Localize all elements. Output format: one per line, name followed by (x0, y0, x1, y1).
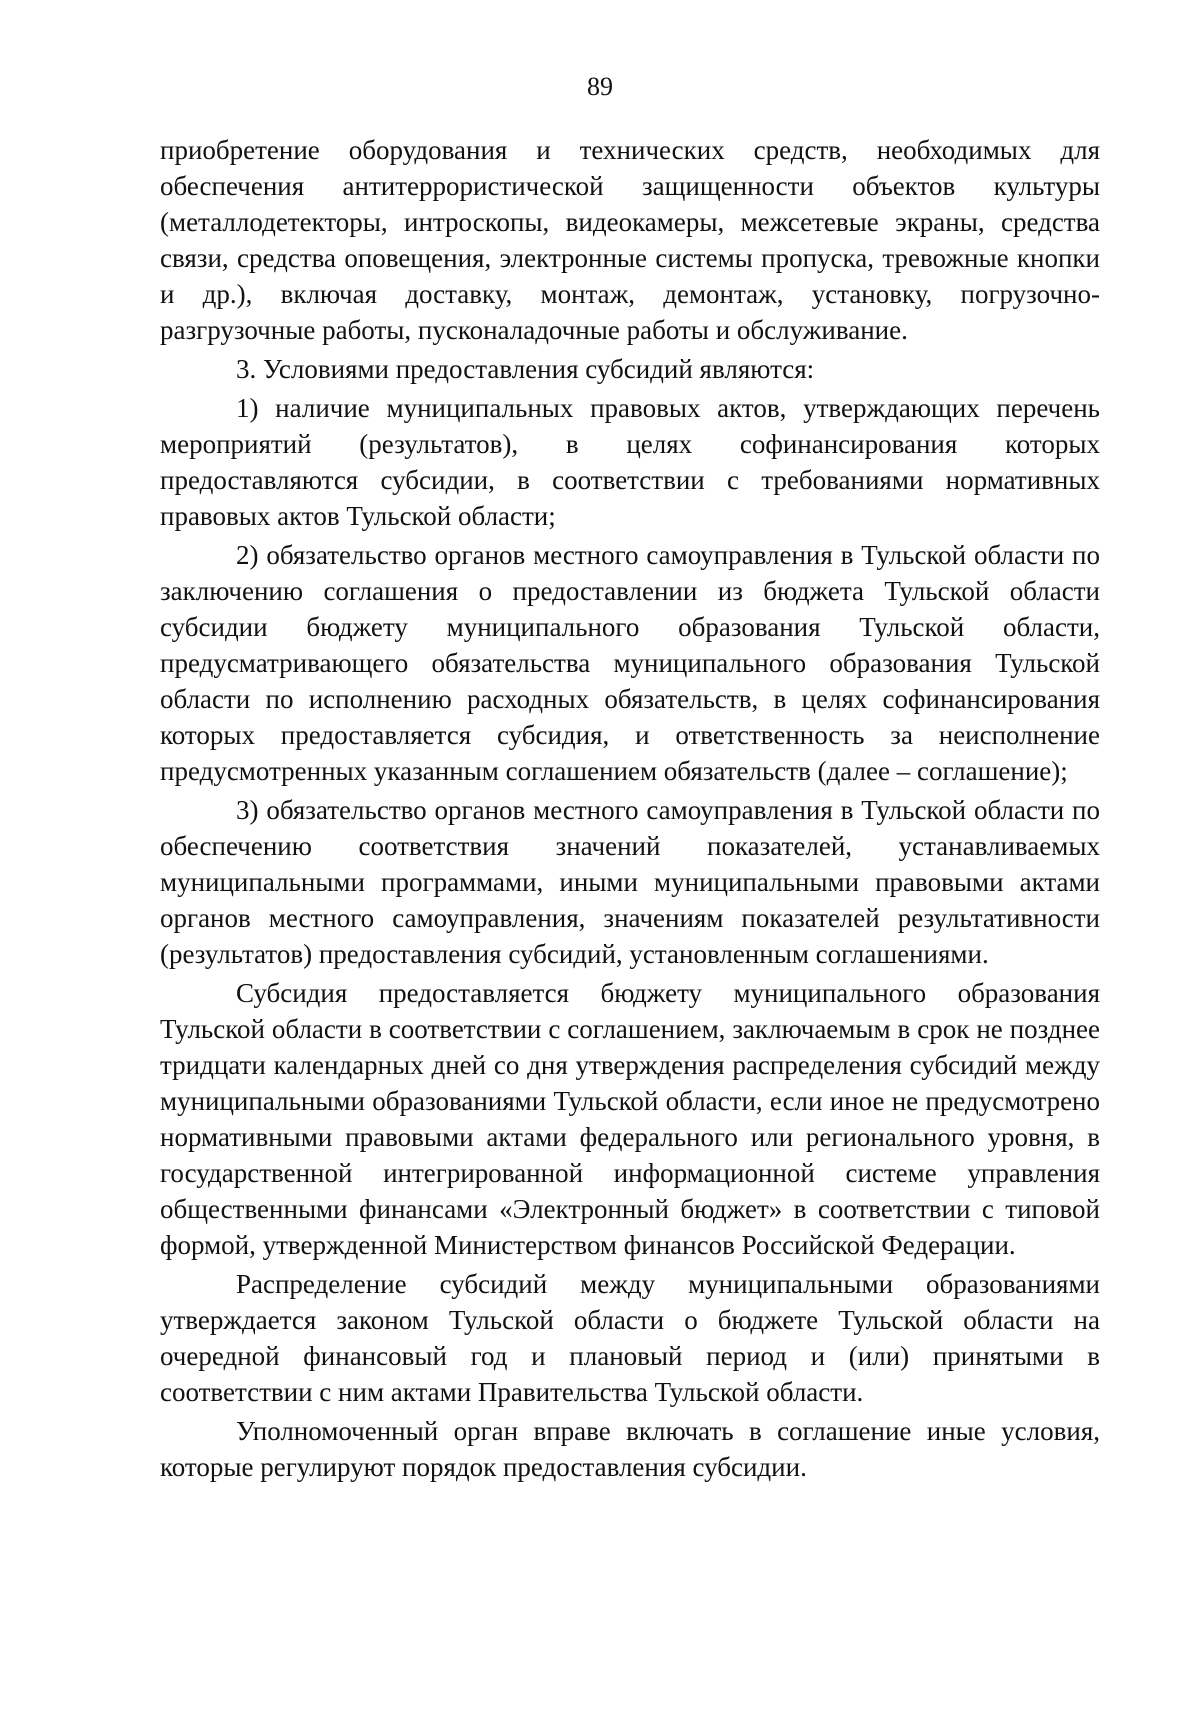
document-body (160, 132, 1100, 1488)
paragraph-condition-1: 1) наличие муниципальных правовых актов, утверждающих перечень мероприятий (результатов), в целях софинансирования которых предоставляются субсидии, в соответствии с требованиями нормативных правовых актов Тульской области; (160, 393, 1100, 531)
paragraph-condition-3: 3) обязательство органов местного самоуправления в Тульской области по обеспечению соответствия значений показателей, устанавливаемых муниципальными программами, иными муниципальными правовыми актами органов местного самоуправления, значениям показателей результативности (результатов) предоставления субсидий, установленным соглашениями. (160, 795, 1100, 969)
paragraph-authorized-body: Уполномоченный орган вправе включать в соглашение иные условия, которые регулируют порядок предоставления субсидии. (160, 1416, 1100, 1482)
paragraph-conditions-heading: 3. Условиями предоставления субсидий являются: (236, 354, 815, 384)
paragraph-condition-2: 2) обязательство органов местного самоуправления в Тульской области по заключению соглашения о предоставлении из бюджета Тульской области субсидии бюджету муниципального образования Тульской области, предусматривающего обязательства муниципального образования Тульской области по исполнению расходных обязательств, в целях софинансирования которых предоставляется субсидия, и ответственность за неисполнение предусмотренных указанным соглашением обязательств (далее – соглашение); (160, 540, 1100, 786)
paragraph-subsidy-distribution: Распределение субсидий между муниципальными образованиями утверждается законом Тульской области о бюджете Тульской области на очередной финансовый год и плановый период и (или) принятыми в соответствии с ним актами Правительства Тульской области. (160, 1269, 1100, 1407)
page-number: 89 (587, 72, 613, 101)
paragraph-subsidy-provision: Субсидия предоставляется бюджету муниципального образования Тульской области в соответствии с соглашением, заключаемым в срок не позднее тридцати календарных дней со дня утверждения распределения субсидий между муниципальными образованиями Тульской области, если иное не предусмотрено нормативными правовыми актами федерального или регионального уровня, в государственной интегрированной информационной системе управления общественными финансами «Электронный бюджет» в соответствии с типовой формой, утвержденной Министерством финансов Российской Федерации. (160, 978, 1100, 1260)
paragraph-equipment-purchase: приобретение оборудования и технических средств, необходимых для обеспечения антитеррористической защищенности объектов культуры (металлодетекторы, интроскопы, видеокамеры, межсетевые экраны, средства связи, средства оповещения, электронные системы пропуска, тревожные кнопки и др.), включая доставку, монтаж, демонтаж, установку, погрузочно-разгрузочные работы, пусконаладочные работы и обслуживание. (160, 135, 1100, 345)
